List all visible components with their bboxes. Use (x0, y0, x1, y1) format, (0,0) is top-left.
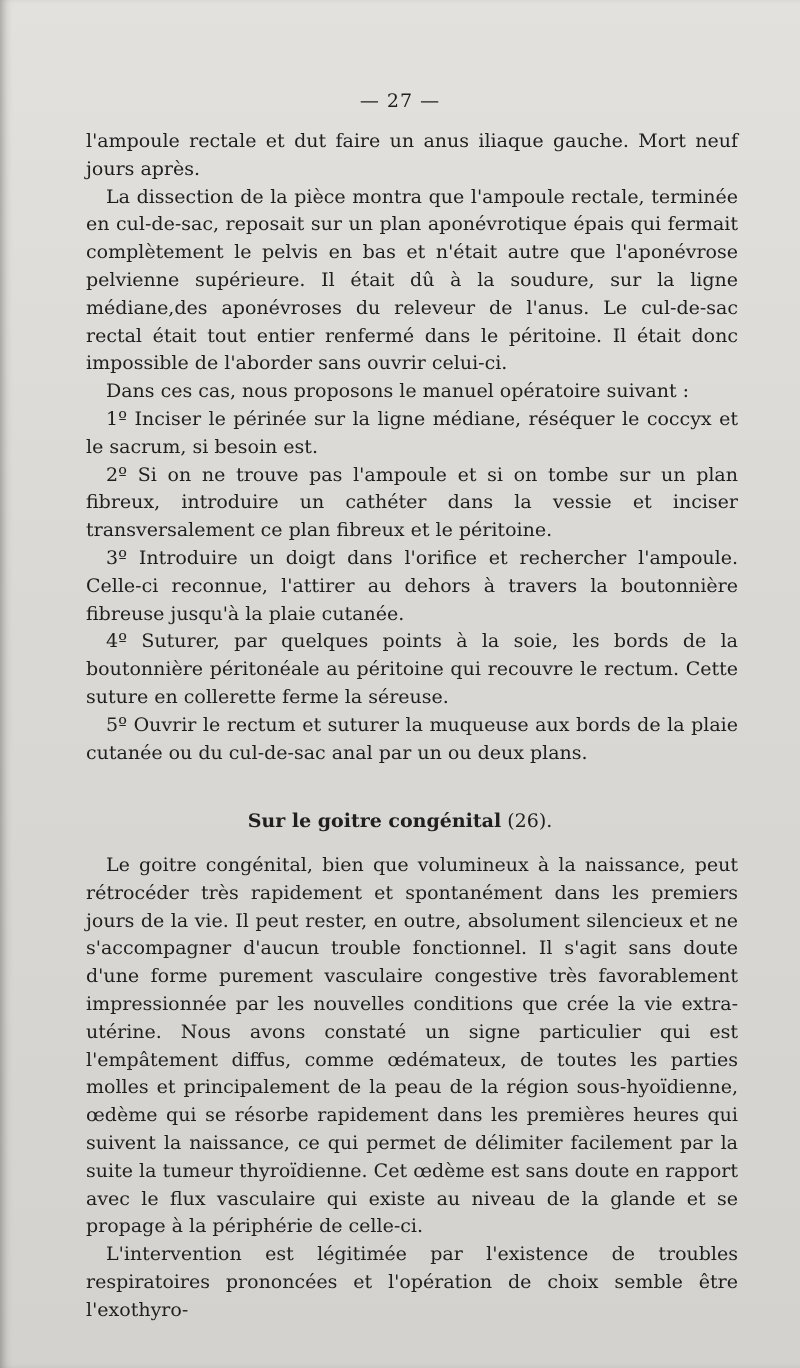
section-heading (0, 810, 800, 832)
section-title: Sur le goitre congénital (247, 810, 502, 832)
paragraph: Le goitre congénital, bien que volumineux à la naissance, peut rétrocéder très rapidement et spontanément dans les premiers jours de la vie. Il peut rester, en outre, absolument silencieux et ne s'accompagner d'aucun trouble fonctionnel. Il s'agit sans doute d'une forme purement vasculaire congestive très favorablement impressionnée par les nouvelles conditions que crée la vie extra-utérine. Nous avons constaté un signe particulier qui est l'empâtement diffus, comme œdémateux, de toutes les parties molles et principalement de la peau de la région sous-hyoïdienne, œdème qui se résorbe rapidement dans les premières heures qui suivent la naissance, ce qui permet de délimiter facilement par la suite la tumeur thyroïdienne. Cet œdème est sans doute en rapport avec le flux vasculaire qui existe au niveau de la glande et se propage à la périphérie de celle-ci. (86, 854, 738, 1238)
section-body-1 (86, 128, 738, 767)
section-reference: (26). (507, 810, 553, 832)
paragraph: 4º Suturer, par quelques points à la soie, les bords de la boutonnière péritonéale au péritoine qui recouvre le rectum. Cette suture en collerette ferme la séreuse. (86, 630, 738, 708)
paragraph: 2º Si on ne trouve pas l'ampoule et si on tombe sur un plan fibreux, introduire un cathéter dans la vessie et inciser transversalement ce plan fibreux et le péritoine. (86, 463, 738, 542)
paragraph: 1º Inciser le périnée sur la ligne médiane, réséquer le coccyx et le sacrum, si besoin est. (86, 407, 738, 458)
paragraph: L'intervention est légitimée par l'existence de troubles respiratoires prononcées et l'opération de choix semble être l'exothyro- (86, 1243, 738, 1321)
paragraph: La dissection de la pièce montra que l'ampoule rectale, terminée en cul-de-sac, reposait sur un plan aponévrotique épais qui fermait complètement le pelvis en bas et n'était autre que l'aponévrose pelvienne supérieure. Il était dû à la soudure, sur la ligne médiane,des aponévroses du releveur de l'anus. Le cul-de-sac rectal était tout entier renfermé dans le péritoine. Il était donc impossible de l'aborder sans ouvrir celui-ci. (86, 185, 738, 375)
paragraph: Dans ces cas, nous proposons le manuel opératoire suivant : (106, 380, 690, 403)
section-body-2 (86, 852, 738, 1325)
page-number: — 27 — (359, 90, 441, 112)
paragraph: l'ampoule rectale et dut faire un anus iliaque gauche. Mort neuf jours après. (86, 130, 738, 180)
paragraph: 5º Ouvrir le rectum et suturer la muqueuse aux bords de la plaie cutanée ou du cul-de-sac anal par un ou deux plans. (86, 713, 738, 764)
paragraph: 3º Introduire un doigt dans l'orifice et rechercher l'ampoule. Celle-ci reconnue, l'attirer au dehors à travers la boutonnière fibreuse jusqu'à la plaie cutanée. (86, 546, 738, 625)
